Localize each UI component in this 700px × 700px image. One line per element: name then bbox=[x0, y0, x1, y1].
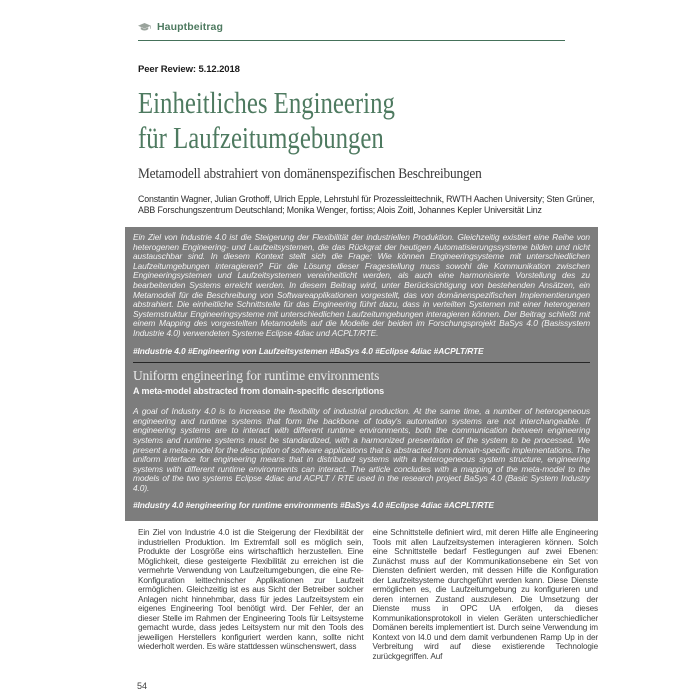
abstract-divider-line bbox=[133, 362, 590, 363]
peer-review-date: Peer Review: 5.12.2018 bbox=[138, 64, 240, 75]
article-title bbox=[138, 86, 395, 155]
english-title: Uniform engineering for runtime environments bbox=[133, 368, 380, 384]
english-subtitle: A meta-model abstracted from domain-specific descriptions bbox=[133, 386, 385, 397]
abstract-german-text: Ein Ziel von Industrie 4.0 ist die Steigerung der Flexibilität der industriellen Produktion. Gleichzeitig existiert eine Reihe von heterogenen Engineering- und Laufzeitsystemen, die das Rückgrat der heutigen Automatisierungssysteme bilden und nicht austauschbar sind. In diesem Kontext stellt sich die Frage: Wie können Engineeringsysteme mit unterschiedlichen Laufzeitumgebungen interagieren? Für die Lösung dieser Fragestellung muss sowohl die Kommunikation zwischen Engineeringsystemen und Laufzeitsystemen vereinheitlicht werden, als auch eine harmonisierte Vorstellung des zu bearbeitenden Systems erreicht werden. In diesem Beitrag wird, unter Berücksichtigung von bestehenden Ansätzen, ein Metamodell für die Beschreibung von Softwareapplikationen vorgestellt, das von domänenspezifischen Implementierungen abstrahiert. Die einheitliche Schnittstelle für das Engineering führt dazu, dass in verteilten Systemen mit einer heterogenen Systemstruktur Engineeringsysteme mit unterschiedlichen Laufzeitumgebungen interagieren können. Der Beitrag schließt mit einem Mapping des vorgestellten Metamodells auf die Modelle der beiden im Forschungsprojekt BaSys 4.0 (Basissystem Industrie 4.0) verwendeten Systeme Eclipse 4diac und ACPLT/RTE. bbox=[133, 232, 590, 338]
article-title-line1: Einheitliches Engineering bbox=[138, 85, 395, 120]
author-line: Constantin Wagner, Julian Grothoff, Ulrich Epple, Lehrstuhl für Prozessleittechnik, RWTH Aachen University; Sten Grüner, ABB Forschungszentrum Deutschland; Monika Wenger, fortiss; Alois Zoitl, Johannes Kepler Universität Linz bbox=[138, 194, 595, 215]
body-text bbox=[138, 528, 598, 661]
rubric-header bbox=[138, 21, 223, 33]
article-title-line2: für Laufzeitumgebungen bbox=[138, 119, 384, 155]
body-column-left: Ein Ziel von Industrie 4.0 ist die Steigerung der Flexibilität der industriellen Produktion. Im Extremfall soll es möglich sein, Produkte der Losgröße eins wirtschaftlich herzustellen. Eine Möglichkeit, diese gesteigerte Flexibilität zu erreichen ist die vermehrte Verwendung von Laufzeitumgebungen, die eine Re-Konfiguration leittechnischer Applikationen zur Laufzeit ermöglichen. Gleichzeitig ist es aus Sicht der Betreiber solcher Anlagen nicht hinnehmbar, dass für jedes Laufzeitsystem ein eigenes Engineering Tool benötigt wird. Der Fehler, der an dieser Stelle im Rahmen der Engineering Tools für Leitsysteme gemacht wurde, dass jedes Leitsystem nur mit den Tools des jeweiligen Herstellers konfiguriert werden kann, sollte nicht wiederholt werden. Es wäre stattdessen wünschenswert, dass bbox=[138, 528, 364, 651]
keywords-english: #Industry 4.0 #engineering for runtime environments #BaSys 4.0 #Eclipse 4diac #ACPLT/RTE bbox=[133, 500, 494, 511]
body-column-right: eine Schnittstelle definiert wird, mit deren Hilfe alle Engineering Tools mit allen Laufzeitsystemen interagieren können. Solch eine Schnittstelle bedarf Festlegungen auf zwei Ebenen: Zunächst muss auf der Kommunikationsebene ein Set von Diensten definiert werden, mit dessen Hilfe die Konfiguration der Laufzeitsysteme durchgeführt werden kann. Diese Dienste ermöglichen es, die Laufzeitumgebung zu konfigurieren und deren internen Zustand auszulesen. Die Umsetzung der Dienste muss in OPC UA erfolgen, da dieses Kommunikationsprotokoll in vielen Geräten unterschiedlicher Domänen bereits implementiert ist. Durch seine Verwendung im Kontext von I4.0 und dem damit verbundenen Ramp Up in der Verbreitung wird auf diese existierende Technologie zurückgegriffen. Auf bbox=[372, 528, 598, 661]
rubric-label: Hauptbeitrag bbox=[157, 21, 223, 33]
abstract-english-text: A goal of Industry 4.0 is to increase the flexibility of industrial production. At the same time, a number of heterogeneous engineering and runtime systems that form the backbone of today's automation systems are not interchangeable. If engineering systems are to interact with different runtime environments, both the communication between engineering systems and runtime systems must be standardized, with a harmonized presentation of the system to be processed. We present a meta-model for the description of software applications that is abstracted from domain-specific implementations. The uniform interface for engineering means that in distributed systems with a heterogeneous system structure, engineering systems with different runtime environments can interact. The article concludes with a mapping of the meta-model to the models of the two systems Eclipse 4diac and ACPLT / RTE used in the research project BaSys 4.0 (Basic System Industry 4.0). bbox=[133, 406, 590, 493]
keywords-german: #Industrie 4.0 #Engineering von Laufzeitsystemen #BaSys 4.0 #Eclipse 4diac #ACPLT/RTE bbox=[133, 345, 484, 356]
article-subtitle: Metamodell abstrahiert von domänenspezifischen Beschreibungen bbox=[138, 166, 482, 182]
rubric-divider-line bbox=[138, 40, 565, 41]
mortarboard-icon bbox=[138, 22, 151, 33]
page-number: 54 bbox=[137, 681, 148, 691]
abstract-box bbox=[125, 227, 598, 521]
